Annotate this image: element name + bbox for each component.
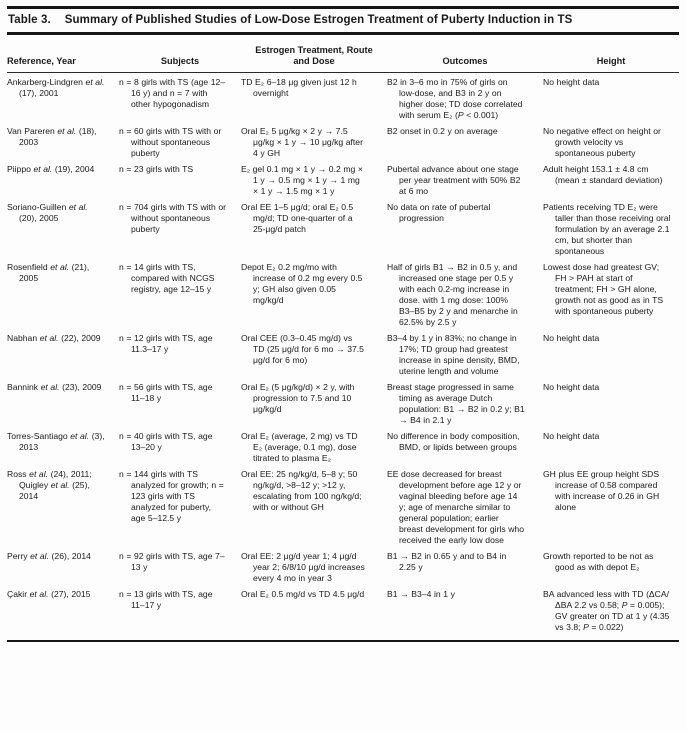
cell-treatment: Oral E₂ (average, 2 mg) vs TD E₂ (average, 0.1 mg), dose titrated to plasma E₂ bbox=[241, 431, 358, 463]
cell-treatment: Oral E₂ 5 μg/kg × 2 y → 7.5 μg/kg × 1 y → 10 μg/kg after 4 y GH bbox=[241, 126, 363, 158]
cell-subjects: n = 56 girls with TS, age 11–18 y bbox=[119, 382, 213, 403]
cell-height: No height data bbox=[543, 382, 600, 392]
cell-reference: Van Pareren et al. (18), 2003 bbox=[7, 126, 97, 147]
cell-outcomes: B2 in 3–6 mo in 75% of girls on low-dose, and B3 in 2 y on higher dose; TD dose correlated with serum E₂ (P < 0.001) bbox=[387, 77, 523, 120]
cell-outcomes: B2 onset in 0.2 y on average bbox=[387, 126, 498, 136]
column-header-reference-year: Reference, Year bbox=[7, 55, 76, 66]
cell-outcomes: EE dose decreased for breast development before age 12 y or vaginal bleeding before age 14 y; age of menarche similar to general population; earlier breast development for girls who received the early low dose bbox=[387, 469, 524, 545]
cell-treatment: Depot E₂ 0.2 mg/mo with increase of 0.2 mg every 0.5 y; GH also given 0.05 mg/kg/d bbox=[241, 262, 363, 305]
cell-height: BA advanced less with TD (ΔCA/ΔBA 2.2 vs 0.58; P = 0.005); GV greater on TD at 1 y (4.35 vs 3.8; P = 0.022) bbox=[543, 589, 670, 632]
cell-height: Adult height 153.1 ± 4.8 cm (mean ± standard deviation) bbox=[543, 164, 663, 185]
cell-height: Growth reported to be not as good as with depot E₂ bbox=[543, 551, 654, 572]
cell-treatment: Oral E₂ 0.5 mg/d vs TD 4.5 μg/d bbox=[241, 589, 365, 599]
cell-outcomes: Pubertal advance about one stage per year treatment with 50% B2 at 6 mo bbox=[387, 164, 521, 196]
cell-outcomes: B3–4 by 1 y in 83%; no change in 17%; TD group had greatest increase in spine density, BMD, uterine length and volume bbox=[387, 333, 520, 376]
cell-subjects: n = 12 girls with TS, age 11.3–17 y bbox=[119, 333, 213, 354]
cell-height: No height data bbox=[543, 431, 600, 441]
bottom-rule bbox=[7, 640, 679, 642]
cell-height: Lowest dose had greatest GV; FH > PAH at start of treatment; FH > GH alone, growth not as good as in TS with spontaneous puberty bbox=[543, 262, 664, 316]
cell-treatment: Oral E₂ (5 μg/kg/d) × 2 y, with progression to 7.5 and 10 μg/kg/d bbox=[241, 382, 355, 414]
cell-treatment: Oral CEE (0.3–0.45 mg/d) vs TD (25 μg/d for 6 mo → 37.5 μg/d for 6 mo) bbox=[241, 333, 364, 365]
cell-subjects: n = 23 girls with TS bbox=[119, 164, 194, 174]
cell-outcomes: B1 → B2 in 0.65 y and to B4 in 2.25 y bbox=[387, 551, 507, 572]
cell-height: No negative effect on height or growth velocity vs spontaneous puberty bbox=[543, 126, 661, 158]
cell-height: No height data bbox=[543, 333, 600, 343]
cell-reference: Piippo et al. (19), 2004 bbox=[7, 164, 95, 174]
table-row bbox=[7, 382, 679, 431]
cell-height: No height data bbox=[543, 77, 600, 87]
cell-outcomes: Breast stage progressed in same timing as average Dutch population: B1 → B2 in 0.2 y; B1 → B4 in 2.1 y bbox=[387, 382, 525, 425]
table-row bbox=[7, 77, 679, 126]
table-row bbox=[7, 262, 679, 333]
table-row bbox=[7, 551, 679, 589]
cell-reference: Ankarberg-Lindgren et al. (17), 2001 bbox=[7, 77, 105, 98]
cell-treatment: TD E₂ 6–18 μg given just 12 h overnight bbox=[241, 77, 357, 98]
cell-subjects: n = 704 girls with TS with or without spontaneous puberty bbox=[119, 202, 227, 234]
column-header-outcomes: Outcomes bbox=[442, 55, 488, 66]
column-header-height: Height bbox=[596, 55, 626, 66]
cell-outcomes: B1 → B3–4 in 1 y bbox=[387, 589, 455, 599]
table-row bbox=[7, 164, 679, 202]
cell-height: Patients receiving TD E₂ were taller than those receiving oral formulation by an average 2.1 cm, but shorter than spontaneous bbox=[543, 202, 671, 256]
cell-treatment: Oral EE: 2 μg/d year 1; 4 μg/d year 2; 6/8/10 μg/d increases every 4 mo in year 3 bbox=[241, 551, 365, 583]
cell-reference: Torres-Santiago et al. (3), 2013 bbox=[7, 431, 105, 452]
cell-outcomes: Half of girls B1 → B2 in 0.5 y, and increased one stage per 0.5 y with each 0.2-mg increase in dose. with 1 mg dose: 100% B3–B5 by 2 y and menarche in 62.5% by 2.5 y bbox=[387, 262, 518, 327]
cell-subjects: n = 60 girls with TS with or without spontaneous puberty bbox=[119, 126, 222, 158]
table-caption bbox=[7, 9, 679, 32]
table-row bbox=[7, 589, 679, 638]
cell-subjects: n = 144 girls with TS analyzed for growth; n = 123 girls with TS analyzed for puberty, age 5–12.5 y bbox=[119, 469, 224, 523]
table-row bbox=[7, 126, 679, 164]
cell-reference: Nabhan et al. (22), 2009 bbox=[7, 333, 101, 343]
cell-reference: Çakir et al. (27), 2015 bbox=[7, 589, 91, 599]
cell-subjects: n = 13 girls with TS, age 11–17 y bbox=[119, 589, 213, 610]
cell-outcomes: No data on rate of pubertal progression bbox=[387, 202, 491, 223]
cell-reference: Perry et al. (26), 2014 bbox=[7, 551, 91, 561]
table-row bbox=[7, 469, 679, 551]
cell-subjects: n = 92 girls with TS, age 7–13 y bbox=[119, 551, 225, 572]
table-row bbox=[7, 333, 679, 382]
table-row bbox=[7, 202, 679, 262]
cell-subjects: n = 14 girls with TS, compared with NCGS registry, age 12–15 y bbox=[119, 262, 215, 294]
cell-subjects: n = 40 girls with TS, age 13–20 y bbox=[119, 431, 213, 452]
cell-subjects: n = 8 girls with TS (age 12–16 y) and n = 7 with other hypogonadism bbox=[119, 77, 226, 109]
table-title: Summary of Published Studies of Low-Dose Estrogen Treatment of Puberty Induction in TS bbox=[64, 14, 573, 26]
cell-reference: Bannink et al. (23), 2009 bbox=[7, 382, 102, 392]
cell-height: GH plus EE group height SDS increase of 0.58 compared with increase of 0.26 in GH alone bbox=[543, 469, 660, 512]
table-body bbox=[7, 73, 679, 638]
column-header-subjects: Subjects bbox=[160, 55, 200, 66]
cell-outcomes: No difference in body composition, BMD, or lipids between groups bbox=[387, 431, 520, 452]
cell-reference: Soriano-Guillen et al. (20), 2005 bbox=[7, 202, 88, 223]
cell-reference: Ross et al. (24), 2011; Quigley et al. (25), 2014 bbox=[7, 469, 92, 501]
cell-treatment: E₂ gel 0.1 mg × 1 y → 0.2 mg × 1 y → 0.5 mg × 1 y → 1 mg × 1 y → 1.5 mg × 1 y bbox=[241, 164, 363, 196]
table-row bbox=[7, 431, 679, 469]
cell-treatment: Oral EE 1–5 μg/d; oral E₂ 0.5 mg/d; TD one-quarter of a 25-μg/d patch bbox=[241, 202, 354, 234]
column-header-estrogen-treatment-route-and-dose: Estrogen Treatment, Route and Dose bbox=[255, 45, 373, 66]
cell-treatment: Oral EE: 25 ng/kg/d, 5–8 y; 50 ng/kg/d, >8–12 y; >12 y, escalating from 100 ng/kg/d; with or without GH bbox=[241, 469, 362, 512]
table-label: Table 3. bbox=[8, 14, 51, 26]
column-header-row bbox=[7, 35, 679, 72]
cell-reference: Rosenfield et al. (21), 2005 bbox=[7, 262, 90, 283]
